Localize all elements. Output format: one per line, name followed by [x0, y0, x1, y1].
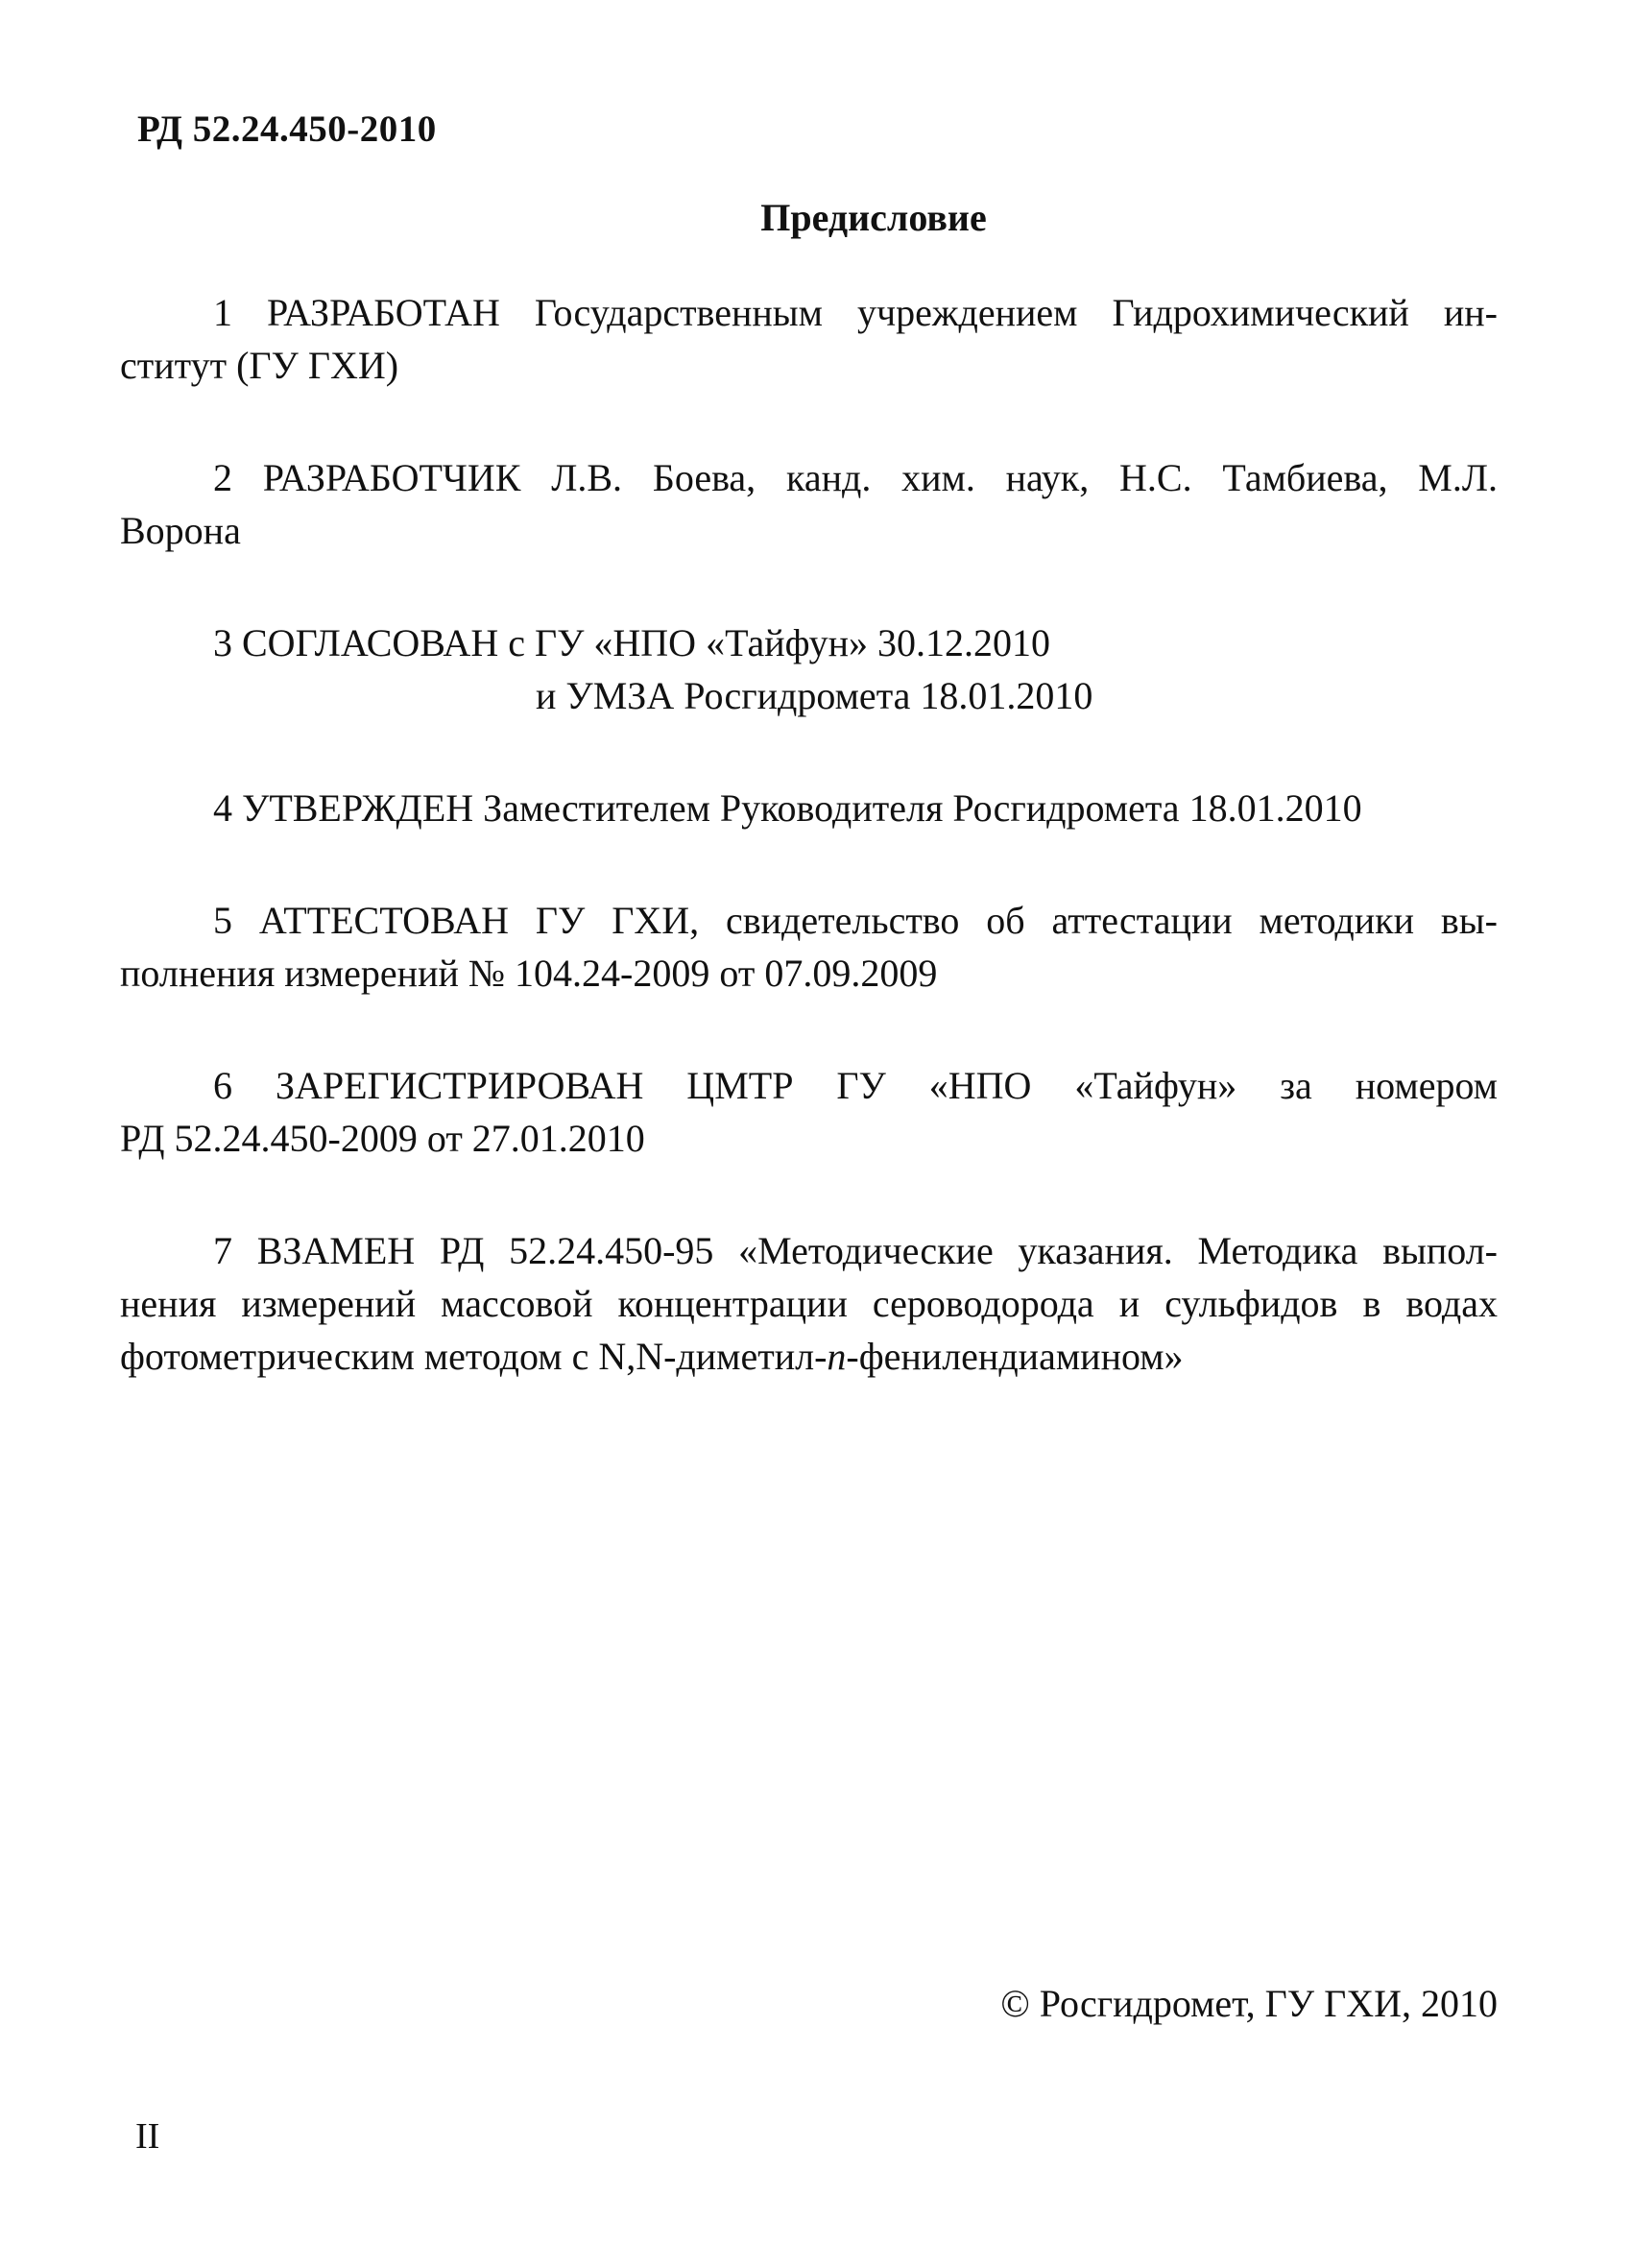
preface-item-7: [120, 1224, 1498, 1383]
preface-item-2: [120, 451, 1498, 557]
document-code: РД 52.24.450-2010: [137, 109, 437, 150]
preface-item-4-line-1: 4 УТВЕРЖДЕН Заместителем Руководителя Росгидромета 18.01.2010: [213, 786, 1362, 830]
preface-item-7-line-3-italic: п: [827, 1335, 847, 1378]
preface-item-1-line-1: 1 РАЗРАБОТАН Государственным учреждением Гидрохимический ин-: [213, 291, 1498, 334]
preface-item-7-line-3-start: фотометрическим методом с N,N-диметил-: [120, 1335, 828, 1378]
preface-item-1: [120, 286, 1498, 392]
page-title: Предисловие: [760, 196, 987, 239]
preface-item-7-line-3: [120, 1330, 1498, 1383]
preface-item-7-line-1: 7 ВЗАМЕН РД 52.24.450-95 «Методические указания. Методика выпол-: [213, 1229, 1498, 1272]
preface-item-6: [120, 1059, 1498, 1165]
preface-item-6-line-1: 6 ЗАРЕГИСТРИРОВАН ЦМТР ГУ «НПО «Тайфун» за номером: [213, 1064, 1498, 1107]
preface-item-2-line-1: 2 РАЗРАБОТЧИК Л.В. Боева, канд. хим. наук, Н.С. Тамбиева, М.Л.: [213, 456, 1498, 499]
preface-item-3-line-2: и УМЗА Росгидромета 18.01.2010: [536, 674, 1093, 717]
page-number: II: [135, 2116, 160, 2157]
preface-item-6-line-2: РД 52.24.450-2009 от 27.01.2010: [120, 1117, 645, 1160]
preface-item-5: [120, 894, 1498, 1000]
preface-item-3-line-1: 3 СОГЛАСОВАН с ГУ «НПО «Тайфун» 30.12.2010: [213, 621, 1050, 664]
copyright-notice: © Росгидромет, ГУ ГХИ, 2010: [1000, 1982, 1498, 2025]
preface-item-5-line-2: полнения измерений № 104.24-2009 от 07.09.2009: [120, 952, 938, 995]
preface-item-2-line-2: Ворона: [120, 509, 241, 552]
preface-item-7-line-2: нения измерений массовой концентрации сероводорода и сульфидов в водах: [120, 1282, 1498, 1325]
preface-item-4: [120, 782, 1498, 834]
preface-content: [120, 286, 1498, 1450]
preface-item-1-line-2: ститут (ГУ ГХИ): [120, 344, 399, 387]
preface-item-3: [120, 616, 1498, 722]
preface-item-7-line-3-end: -фенилендиамином»: [846, 1335, 1184, 1378]
preface-item-5-line-1: 5 АТТЕСТОВАН ГУ ГХИ, свидетельство об аттестации методики вы-: [213, 899, 1498, 942]
